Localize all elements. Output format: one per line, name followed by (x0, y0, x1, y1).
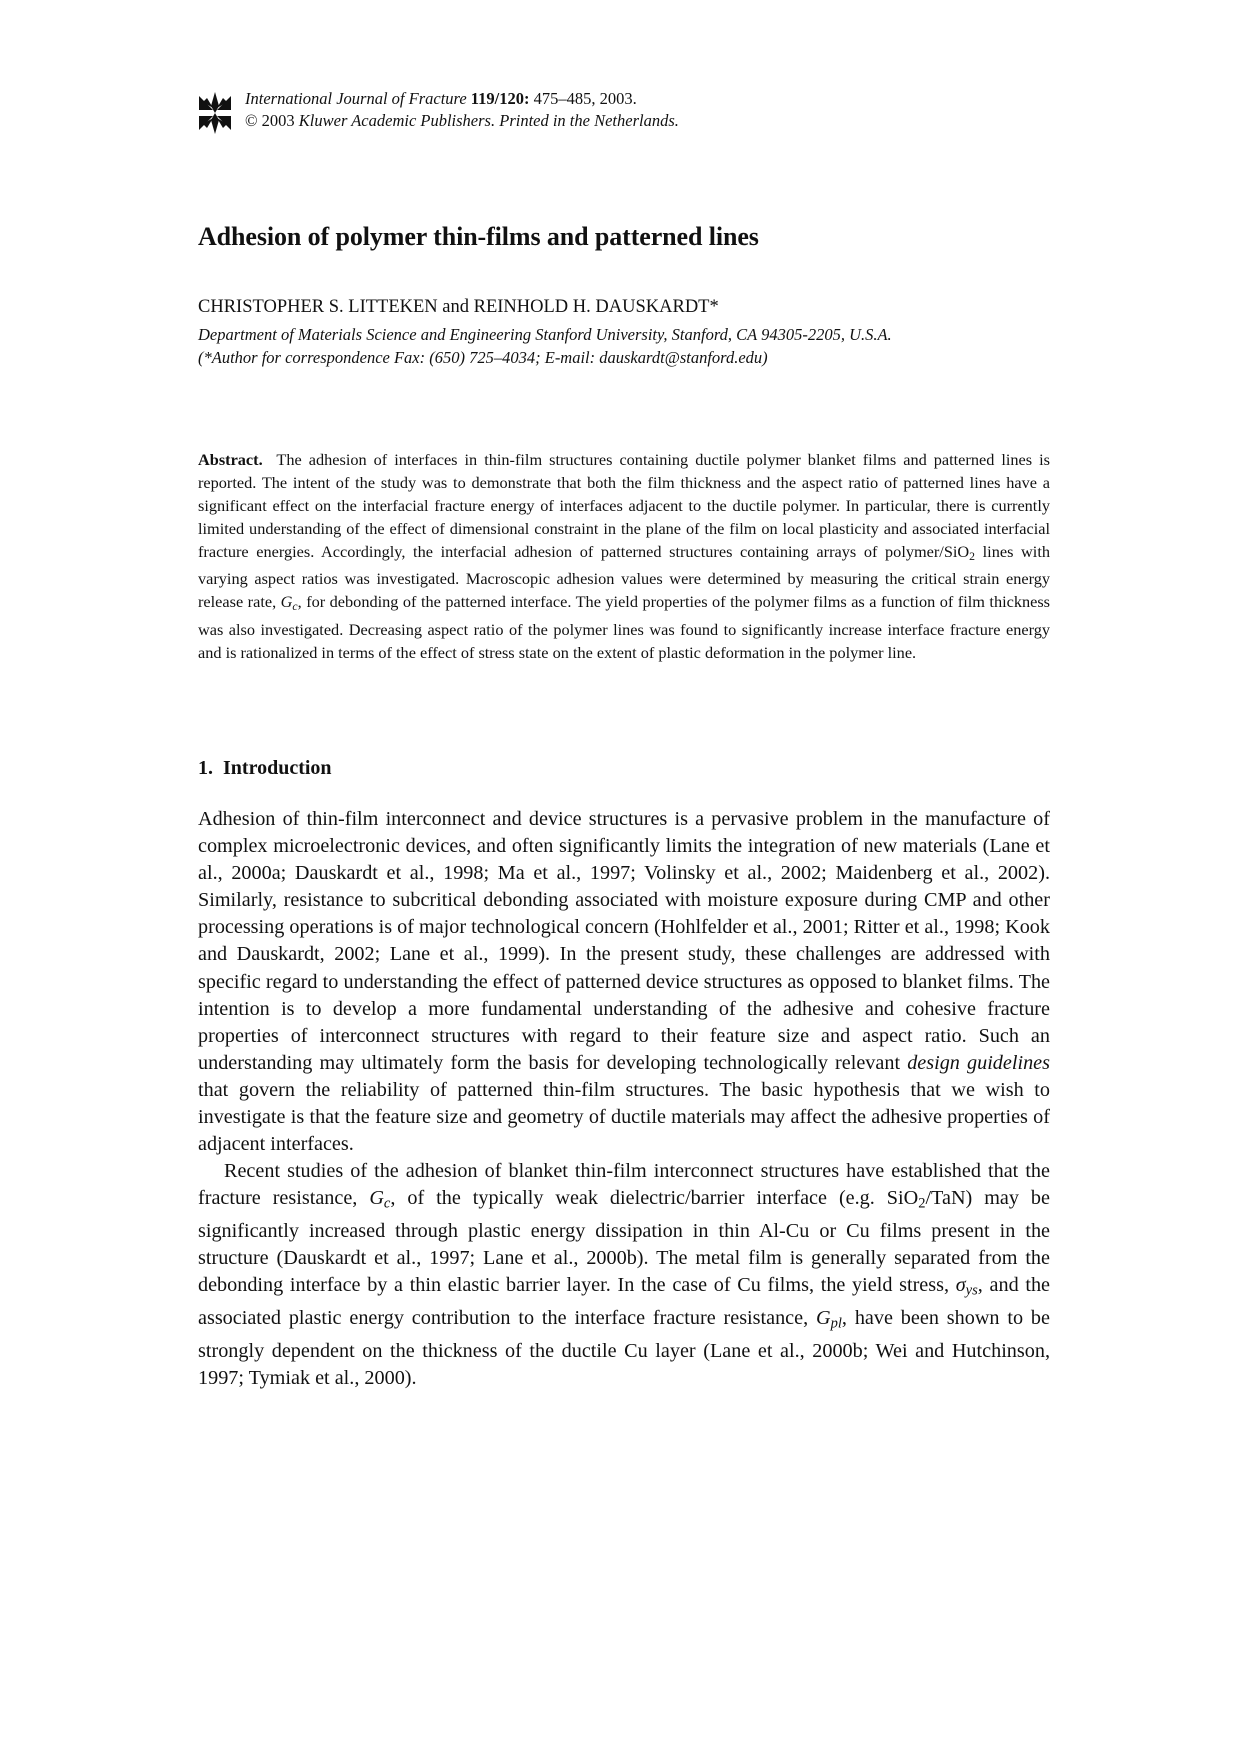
abstract-text-3: , for debonding of the patterned interface. The yield properties of the polymer films as a function of film thickness was also investigated. Decreasing aspect ratio of the polymer lines was found to significantly increase interface fracture energy and is rationalized in terms of the effect of stress state on the extent of plastic deformation in the polymer line. (198, 592, 1051, 663)
paragraph-text: /TaN) may be significantly increased through plastic energy dissipation in thin Al-Cu or Cu films present in the structure (Dauskardt et al., 1997; Lane et al., 2000b). The metal film is generally separated from the debonding interface by a thin elastic barrier layer. In the case of Cu films, the yield stress, (198, 1187, 1050, 1297)
paragraph-text: that govern the reliability of patterned thin-film structures. The basic hypothesis that we wish to investigate is that the feature size and geometry of ductile materials may affect the adhesive properties of adjacent interfaces. (198, 1078, 1050, 1156)
symbol-g: G (816, 1306, 831, 1329)
section-heading (198, 757, 332, 780)
abstract-text-2: lines with varying aspect ratios was investigated. Macroscopic adhesion values were determined by measuring the critical strain energy release rate, (198, 541, 1050, 612)
paragraph-text: Recent studies of the adhesion of blanket thin-film interconnect structures have established that the fracture resistance, (198, 1160, 1050, 1210)
abstract-text-1: The adhesion of interfaces in thin-film structures containing ductile polymer blanket films and patterned lines is reported. The intent of the study was to demonstrate that both the film thickness and the aspect ratio of patterned lines have a significant effect on the interfacial fracture energy of interfaces adjacent to the ductile polymer. In particular, there is currently limited understanding of the effect of dimensional constraint in the plane of the film on local plasticity and associated interfacial fracture energies. Accordingly, the interfacial adhesion of patterned structures containing arrays of polymer/SiO (198, 450, 1050, 561)
author-list: CHRISTOPHER S. LITTEKEN and REINHOLD H. DAUSKARDT* (198, 297, 719, 317)
abstract (198, 449, 1050, 665)
paragraph-text: , of the typically weak dielectric/barrier interface (e.g. SiO (390, 1187, 919, 1210)
paragraph-text: , have been shown to be strongly dependent on the thickness of the ductile Cu layer (Lane et al., 2000b; Wei and Hutchinson, 1997; Tymiak et al., 2000). (198, 1306, 1050, 1389)
publisher-logo-icon (197, 92, 233, 134)
subscript: ys (965, 1282, 978, 1299)
journal-line-1 (245, 88, 679, 110)
emphasis: design guidelines (907, 1051, 1050, 1074)
symbol-g: G (280, 592, 293, 612)
section-title: Introduction (223, 757, 332, 779)
body-text (198, 806, 1050, 1392)
paragraph (198, 1158, 1050, 1392)
symbol-g: G (369, 1187, 384, 1210)
paper-title: Adhesion of polymer thin-films and patterned lines (198, 222, 759, 251)
affiliation (198, 323, 892, 369)
paragraph-text: , and the associated plastic energy contribution to the interface fracture resistance, (198, 1274, 1051, 1329)
subscript: 2 (918, 1195, 926, 1212)
publisher-name: Kluwer Academic Publishers. (298, 111, 496, 130)
subscript: 2 (969, 549, 976, 563)
abstract-label: Abstract. (198, 450, 263, 469)
subscript: c (292, 600, 298, 614)
journal-name: International Journal of Fracture (245, 89, 467, 108)
section-number: 1. (198, 757, 213, 779)
paragraph-text: Adhesion of thin-film interconnect and device structures is a pervasive problem in the manufacture of complex microelectronic devices, and often significantly limits the integration of new materials (Lane et al., 2000a; Dauskardt et al., 1998; Ma et al., 1997; Volinsky et al., 2002; Maidenberg et al., 2002). Similarly, resistance to subcritical debonding associated with moisture exposure during CMP and other processing operations is of major technological concern (Hohlfelder et al., 2001; Ritter et al., 1998; Kook and Dauskardt, 2002; Lane et al., 1999). In the present study, these challenges are addressed with specific regard to understanding the effect of patterned device structures as opposed to blanket films. The intention is to develop a more fundamental understanding of the adhesive and cohesive fracture properties of interconnect structures with regard to their feature size and aspect ratio. Such an understanding may ultimately form the basis for developing technologically relevant (198, 808, 1050, 1074)
printed-note: Printed in the Netherlands. (499, 111, 679, 130)
subscript: pl (830, 1315, 842, 1332)
correspondence-line: (*Author for correspondence Fax: (650) 725–4034; E-mail: dauskardt@stanford.edu) (198, 348, 768, 367)
copyright-year: © 2003 (245, 111, 295, 130)
affiliation-line: Department of Materials Science and Engineering Stanford University, Stanford, CA 94305-2205, U.S.A. (198, 325, 892, 344)
symbol-sigma: σ (955, 1274, 966, 1297)
journal-line-2 (245, 110, 679, 132)
journal-header (197, 88, 679, 134)
subscript: c (383, 1195, 391, 1212)
journal-volume: 119/120: (470, 89, 530, 108)
journal-pages-year: 475–485, 2003. (533, 89, 637, 108)
journal-citation (245, 88, 679, 132)
paragraph (198, 806, 1050, 1158)
